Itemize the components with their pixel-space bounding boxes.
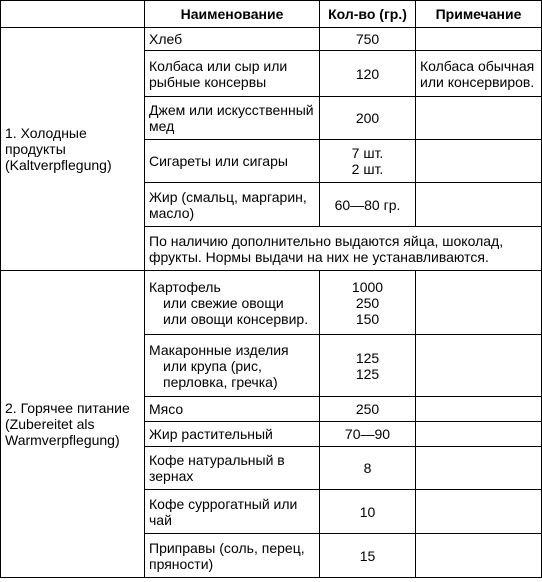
item-name: Приправы (соль, перец, пряности) [145,534,320,578]
item-note [416,490,542,534]
item-name [145,335,320,397]
item-name: Мясо [145,397,320,422]
header-group [1,1,145,28]
item-note [416,28,542,51]
item-qty [320,140,416,183]
name-line: Картофель [149,278,221,295]
qty-line: 125 [355,349,380,366]
name-line: или свежие овощи [163,294,284,311]
item-name: Сигареты или сигары [145,140,320,183]
item-name: Кофе натуральный в зернах [145,447,320,490]
item-note: Колбаса обычная или консервиров. [416,51,542,97]
item-name: Жир растительный [145,422,320,447]
item-qty: 70—90 [320,422,416,447]
header-name: Наименование [145,1,320,28]
group-cell-cold: 1. Холодные продукты (Kaltverpflegung) [1,28,145,271]
item-name: Жир (смальц, маргарин, масло) [145,183,320,227]
item-qty: 8 [320,447,416,490]
qty-line: 250 [355,294,380,311]
item-qty: 200 [320,97,416,140]
item-note [416,534,542,578]
item-name [145,271,320,335]
qty-line: 7 шт. [351,145,384,161]
header-qty: Кол-во (гр.) [320,1,416,28]
item-name: Кофе суррогатный или чай [145,490,320,534]
item-qty: 15 [320,534,416,578]
item-note [416,97,542,140]
item-note [416,271,542,335]
item-qty: 250 [320,397,416,422]
group-cell-hot: 2. Горячее питание (Zubereitet als Warmverpflegung) [1,271,145,578]
item-note [416,140,542,183]
item-note [416,447,542,490]
qty-line: 125 [355,365,380,382]
item-name: Джем или искусственный мед [145,97,320,140]
name-line: или крупа (рис, перловка, гречка) [163,357,278,390]
item-name: Хлеб [145,28,320,51]
header-row [1,1,542,28]
name-line: Макаронные изделия [149,341,289,358]
qty-line: 150 [355,310,380,327]
item-note [416,183,542,227]
qty-line: 1000 [351,278,384,295]
item-qty: 60—80 гр. [320,183,416,227]
header-note: Примечание [416,1,542,28]
qty-line: 2 шт. [351,161,384,177]
item-qty: 10 [320,490,416,534]
table-row [1,271,542,335]
item-qty: 750 [320,28,416,51]
item-qty [320,271,416,335]
item-qty [320,335,416,397]
name-line: или овощи консервир. [163,310,309,327]
item-note [416,422,542,447]
footnote: По наличию дополнительно выдаются яйца, шоколад, фрукты. Нормы выдачи на них не устанавливаются. [145,227,542,271]
item-qty: 120 [320,51,416,97]
item-note [416,397,542,422]
table-row [1,28,542,51]
item-name: Колбаса или сыр или рыбные консервы [145,51,320,97]
item-note [416,335,542,397]
